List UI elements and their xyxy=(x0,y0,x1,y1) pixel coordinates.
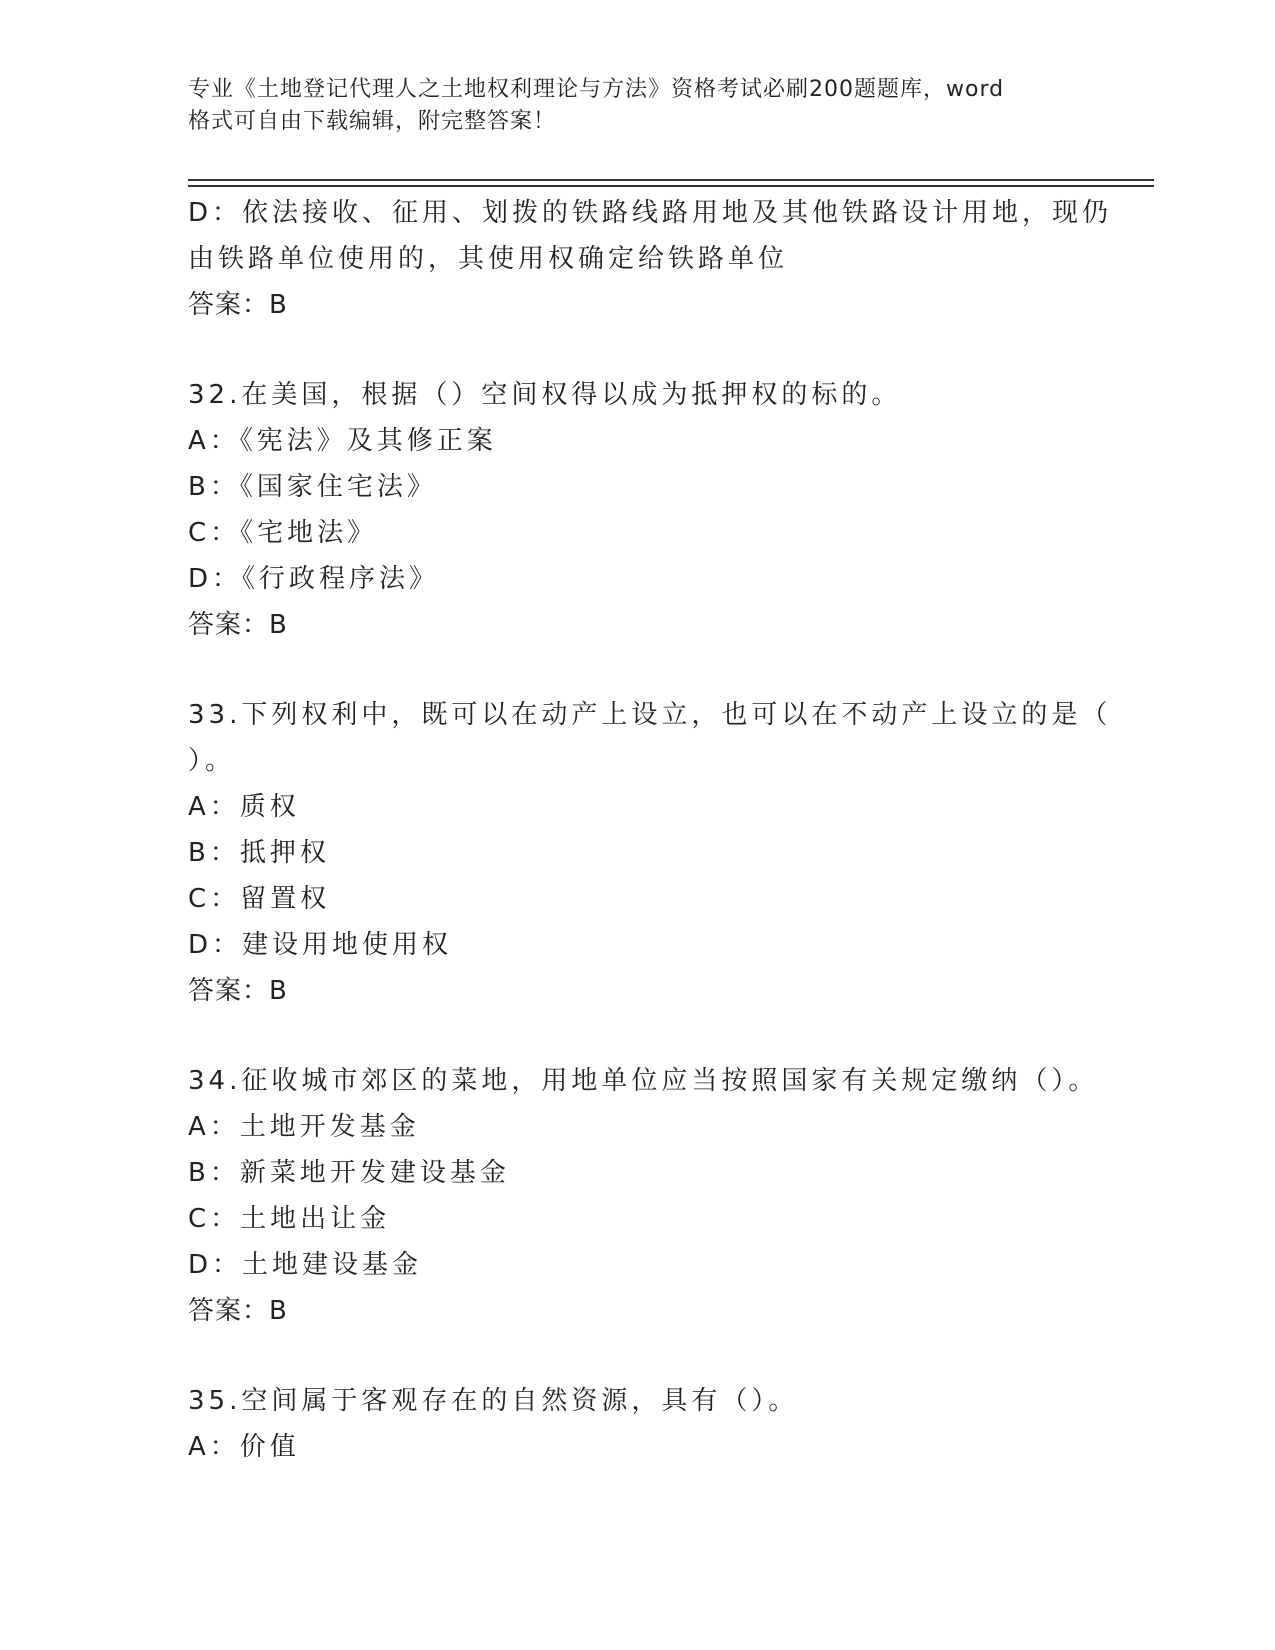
question-text: 32.在美国，根据（）空间权得以成为抵押权的标的。 xyxy=(188,380,902,410)
option-a: A：价值 xyxy=(188,1432,300,1462)
question-text: 34.征收城市郊区的菜地，用地单位应当按照国家有关规定缴纳（）。 xyxy=(188,1066,1099,1096)
spacer xyxy=(188,1014,1088,1058)
header-divider-top xyxy=(188,179,1154,181)
option-b: B：《国家住宅法》 xyxy=(188,472,437,502)
option-b: B：新菜地开发建设基金 xyxy=(188,1158,510,1188)
option-d-continued: 由铁路单位使用的，其使用权确定给铁路单位 xyxy=(188,244,789,274)
question-text: 35.空间属于客观存在的自然资源，具有（）。 xyxy=(188,1386,799,1416)
spacer xyxy=(188,1334,1088,1378)
document-header xyxy=(188,74,1068,138)
option-d: D：依法接收、征用、划拨的铁路线路用地及其他铁路设计用地，现仍 xyxy=(188,198,1113,228)
option-c: C：《宅地法》 xyxy=(188,518,378,548)
spacer xyxy=(188,648,1088,692)
spacer xyxy=(188,328,1088,372)
answer: 答案：B xyxy=(188,976,288,1006)
question-list xyxy=(188,190,1113,1470)
question-text-continued: ）。 xyxy=(188,746,236,776)
header-divider-bottom xyxy=(188,185,1154,187)
option-c: C：留置权 xyxy=(188,884,331,914)
question-34 xyxy=(188,1058,1099,1334)
option-d: D：土地建设基金 xyxy=(188,1250,423,1280)
option-a: A：质权 xyxy=(188,792,300,822)
option-c: C：土地出让金 xyxy=(188,1204,391,1234)
question-35 xyxy=(188,1378,1088,1470)
option-d: D：建设用地使用权 xyxy=(188,930,453,960)
question-33 xyxy=(188,692,1112,1014)
option-a: A：土地开发基金 xyxy=(188,1112,420,1142)
header-line-1: 专业《土地登记代理人之土地权利理论与方法》资格考试必刷200题题库，word xyxy=(188,77,1005,102)
question-31-tail xyxy=(188,190,1113,328)
answer: 答案：B xyxy=(188,610,288,640)
question-text: 33.下列权利中，既可以在动产上设立，也可以在不动产上设立的是（ xyxy=(188,700,1112,730)
option-a: A：《宪法》及其修正案 xyxy=(188,426,497,456)
header-line-2: 格式可自由下载编辑，附完整答案！ xyxy=(188,109,557,134)
question-32 xyxy=(188,372,1088,648)
answer: 答案：B xyxy=(188,290,288,320)
option-b: B：抵押权 xyxy=(188,838,330,868)
answer: 答案：B xyxy=(188,1296,288,1326)
option-d: D：《行政程序法》 xyxy=(188,564,440,594)
